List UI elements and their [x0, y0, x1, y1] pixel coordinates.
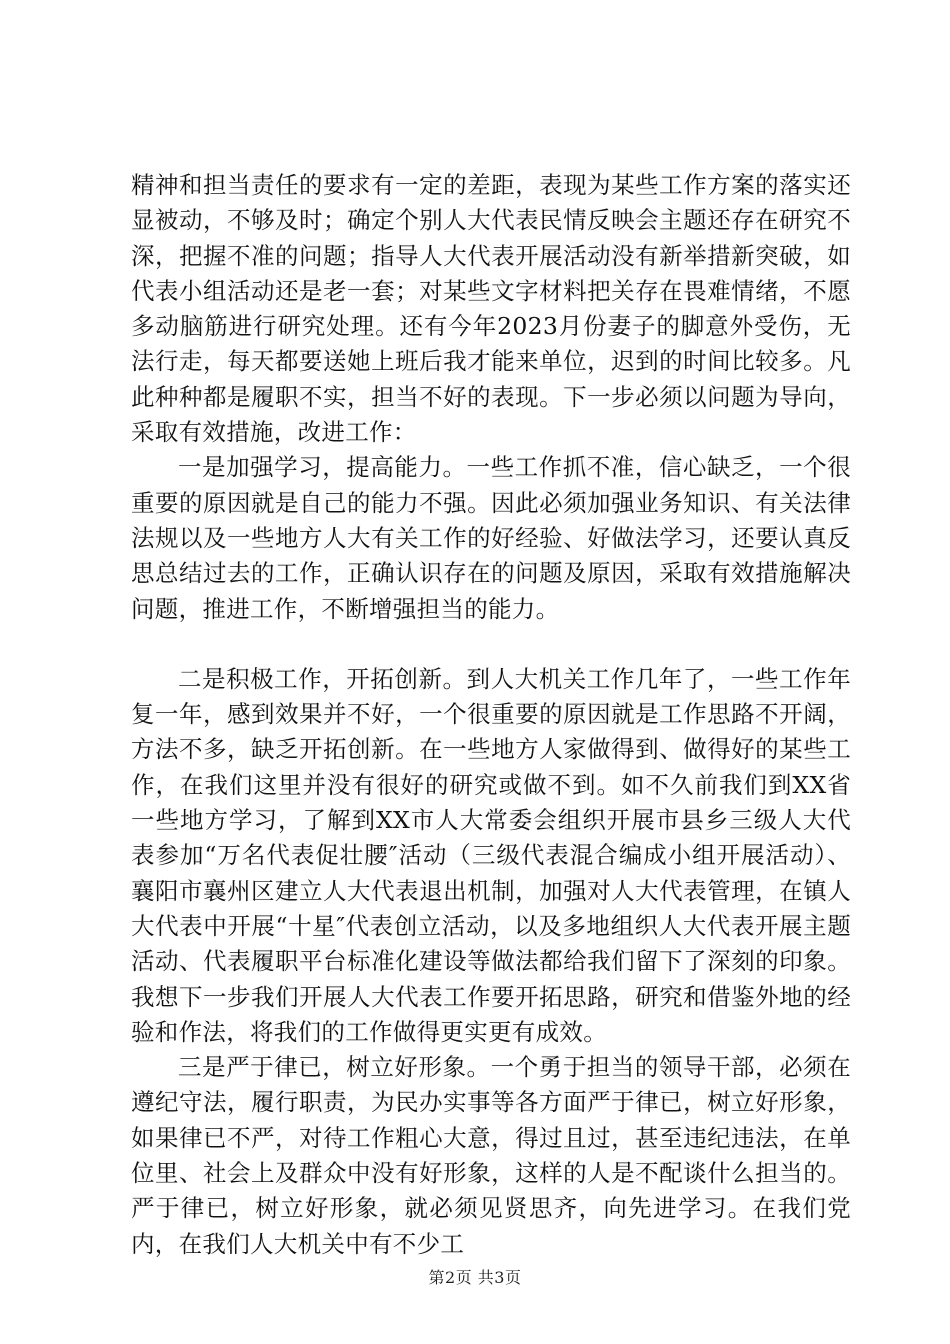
- paragraph-2: 一是加强学习，提高能力。一些工作抓不准，信心缺乏，一个很重要的原因就是自己的能力不强。因此必须加强业务知识、有关法律法规以及一些地方人大有关工作的好经验、好做法学习，还要认真反思总结过去的工作，正确认识存在的问题及原因，采取有效措施解决问题，推进工作，不断增强担当的能力。: [131, 453, 851, 623]
- paragraph-3: 二是积极工作，开拓创新。到人大机关工作几年了，一些工作年复一年，感到效果并不好，一个很重要的原因就是工作思路不开阔，方法不多，缺乏开拓创新。在一些地方人家做得到、做得好的某些工作，在我们这里并没有很好的研究或做不到。如不久前我们到XX省一些地方学习，了解到XX市人大常委会组织开展市县乡三级人大代表参加“万名代表促壮腰″活动（三级代表混合编成小组开展活动）、襄阳市襄州区建立人大代表退出机制，加强对人大代表管理，在镇人大代表中开展“十星″代表创立活动，以及多地组织人大代表开展主题活动、代表履职平台标准化建设等做法都给我们留下了深刻的印象。我想下一步我们开展人大代表工作要开拓思路，研究和借鉴外地的经验和作法，将我们的工作做得更实更有成效。: [131, 664, 851, 1046]
- page-footer: 第2页 共3页: [428, 1268, 522, 1287]
- paragraph-4: 三是严于律已，树立好形象。一个勇于担当的领导干部，必须在遵纪守法，履行职责，为民办实事等各方面严于律已，树立好形象，如果律已不严，对待工作粗心大意，得过且过，甚至违纪违法，在单位里、社会上及群众中没有好形象，这样的人是不配谈什么担当的。严于律已，树立好形象，就必须见贤思齐，向先进学习。在我们党内，在我们人大机关中有不少工: [131, 1053, 851, 1258]
- paragraph-1: 精神和担当责任的要求有一定的差距，表现为某些工作方案的落实还显被动，不够及时；确定个别人大代表民情反映会主题还存在研究不深，把握不准的问题；指导人大代表开展活动没有新举措新突破，如代表小组活动还是老一套；对某些文字材料把关存在畏难情绪，不愿多动脑筋进行研究处理。还有今年2023月份妻子的脚意外受伤，无法行走，每天都要送她上班后我才能来单位，迟到的时间比较多。凡此种种都是履职不实，担当不好的表现。下一步必须以问题为导向，采取有效措施，改进工作：: [131, 171, 851, 447]
- document-body: [131, 168, 851, 1262]
